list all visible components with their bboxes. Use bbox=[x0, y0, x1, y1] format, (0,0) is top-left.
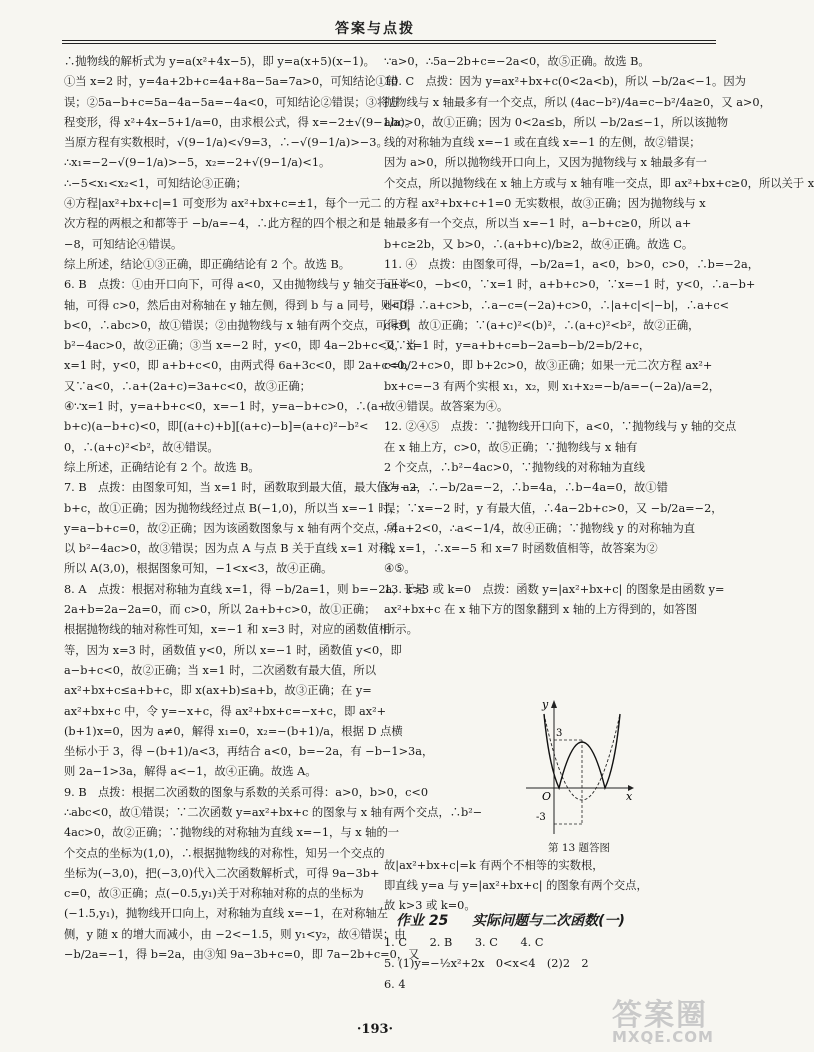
watermark-url: MXQE.COM bbox=[612, 1028, 714, 1046]
label-y: y bbox=[542, 698, 549, 711]
text-line: 2 个交点，∴b²−4ac>0，∵抛物线的对称轴为直线 bbox=[384, 460, 645, 474]
text-line: ∴抛物线的解析式为 y=a(x²+4x−5)，即 y=a(x+5)(x−1)。 bbox=[64, 55, 375, 68]
text-line: c=b/2+c>0，即 b+2c>0，故③正确；如果一元二次方程 ax²+ bbox=[384, 359, 713, 373]
text-line: 13. k>3 或 k=0 点拨：函数 y=|ax²+bx+c| 的图象是由函数 y= bbox=[384, 582, 725, 596]
text-line: ④⑤。 bbox=[384, 562, 416, 576]
page-number: ·193· bbox=[356, 1022, 394, 1037]
text-line: 误；②5a−b+c=5a−4a−5a=−4a<0，可知结论②错误；③将方 bbox=[64, 95, 400, 109]
watermark-text: 答案圈 bbox=[612, 998, 708, 1033]
label-3: 3 bbox=[556, 728, 563, 739]
header-rule bbox=[62, 40, 716, 44]
text-line: 又∵x=1 时，y=a+b+c=b−2a=b−b/2=b/2+c， bbox=[384, 339, 651, 353]
text-line: 线 x=1，∴x=−5 和 x=7 时函数值相等，故答案为② bbox=[384, 542, 658, 556]
section-heading bbox=[396, 910, 716, 930]
text-line: 0，∴(a+c)²<b²，故④错误。 bbox=[64, 440, 219, 454]
text-line: 又∵a<0，∴a+(2a+c)=3a+c<0，故③正确； bbox=[64, 379, 311, 393]
text-line: ax²+bx+c 中，令 y=−x+c，得 ax²+bx+c=−x+c，即 ax²+ bbox=[64, 704, 387, 718]
section-answers bbox=[384, 932, 718, 995]
text-line: ∴x₁=−2−√(9−1/a)>−5，x₂=−2+√(9−1/a)<1。 bbox=[64, 156, 331, 170]
label-x: x bbox=[626, 790, 633, 803]
section-title: 实际问题与二次函数(一) bbox=[472, 913, 625, 929]
text-line: ∴abc<0，故①错误；∵二次函数 y=ax²+bx+c 的图象与 x 轴有两个交点，∴b²− bbox=[64, 805, 483, 819]
text-line: b<0，∴abc>0，故①错误；②由抛物线与 x 轴有两个交点，可得到 bbox=[64, 318, 410, 332]
text-line: 所示。 bbox=[384, 623, 418, 637]
section-label: 作业 25 bbox=[396, 913, 449, 929]
figure-caption: 第 13 题答图 bbox=[548, 842, 611, 854]
post-figure-text bbox=[384, 856, 718, 916]
text-line: 11. ④ 点拨：由图象可得，−b/2a=1，a<0，b>0，c>0，∴b=−2a， bbox=[384, 257, 760, 271]
text-line: (b+1)x=0，因为 a≠0，解得 x₁=0，x₂=−(b+1)/a，根据 D 点横 bbox=[64, 724, 403, 738]
text-line: a−b+c<0，故②正确；当 x=1 时，二次函数有最大值，所以 bbox=[64, 663, 377, 677]
text-line: 9. B 点拨：根据二次函数的图象与系数的关系可得：a>0，b>0，c<0 bbox=[64, 785, 429, 799]
text-line: 4ac>0，故②正确；∵抛物线的对称轴为直线 x=−1，与 x 轴的一 bbox=[64, 826, 400, 840]
text-line: x=1 时，y<0，即 a+b+c<0，由两式得 6a+3c<0，即 2a+c<0， bbox=[64, 359, 416, 373]
text-line: ④∵x=1 时，y=a+b+c<0，x=−1 时，y=a−b+c>0，∴(a+ bbox=[64, 400, 388, 414]
right-column bbox=[384, 52, 814, 641]
text-line: 误；∵x=−2 时，y 有最大值，∴4a−2b+c>0，又 −b/2a=−2， bbox=[384, 501, 723, 515]
text-line: abc>0，故①正确；因为 0<2a≤b，所以 −b/2a≤−1，所以该抛物 bbox=[384, 115, 728, 129]
text-line: 轴最多有一个交点，所以当 x=−1 时，a−b+c≥0，所以 a+ bbox=[384, 217, 692, 231]
text-line: 坐标为(−3,0)，把(−3,0)代入二次函数解析式，可得 9a−3b+ bbox=[64, 866, 380, 880]
text-line: 故④错误。故答案为④。 bbox=[384, 400, 509, 414]
text-line: ④方程|ax²+bx+c|=1 可变形为 ax²+bx+c=±1，每个一元二 bbox=[64, 197, 382, 211]
text-line: 在 x 轴上方，c>0，故⑤正确；∵抛物线与 x 轴有 bbox=[384, 440, 638, 454]
text-line: x=−2，∴−b/2a=−2，∴b=4a，∴b−4a=0，故①错 bbox=[384, 481, 668, 495]
text-line: 线的对称轴为直线 x=−1 或在直线 x=−1 的左侧，故②错误； bbox=[384, 136, 701, 150]
text-line: ∴4a+2<0，∴a<−1/4，故④正确；∵抛物线 y 的对称轴为直 bbox=[384, 521, 696, 535]
label-neg3: -3 bbox=[536, 812, 546, 823]
text-line: 故 k>3 或 k=0。 bbox=[384, 899, 476, 912]
text-line: 抛物线与 x 轴最多有一个交点，所以 (4ac−b²)/4a=c−b²/4a≥0，又 a>0， bbox=[384, 95, 771, 109]
text-line: 即直线 y=a 与 y=|ax²+bx+c| 的图象有两个交点， bbox=[384, 879, 648, 892]
text-line: 则 2a−1>3a，解得 a<−1，故④正确。故选 A。 bbox=[64, 765, 317, 779]
text-line: bx+c=−3 有两个实根 x₁，x₂，则 x₁+x₂=−b/a=−(−2a)/a=2， bbox=[384, 379, 721, 393]
text-line: ①当 x=2 时，y=4a+2b+c=4a+8a−5a=7a>0，可知结论①错 bbox=[64, 75, 399, 89]
text-line: 以 b²−4ac>0，故③错误；因为点 A 与点 B 关于直线 x=1 对称， bbox=[64, 542, 402, 556]
text-line: 侧，y 随 x 的增大而减小，由 −2<−1.5，则 y₁<y₂，故④错误；由 bbox=[64, 927, 406, 941]
label-origin: O bbox=[542, 790, 552, 803]
text-line: 12. ②④⑤ 点拨：∵抛物线开口向下，a<0，∵抛物线与 y 轴的交点 bbox=[384, 420, 737, 434]
text-line: c<0，∴a+c>b，∴a−c=(−2a)+c>0，∴|a+c|<|−b|，∴a+c< bbox=[384, 298, 730, 312]
text-line: 的方程 ax²+bx+c+1=0 无实数根，故③正确；因为抛物线与 x bbox=[384, 197, 706, 211]
text-line: 2a+b=2a−2a=0，而 c>0，所以 2a+b+c>0，故①正确； bbox=[64, 603, 376, 617]
text-line: ax²+bx+c 在 x 轴下方的图象翻到 x 轴的上方得到的，如答图 bbox=[384, 603, 698, 617]
text-line: 次方程的两根之和都等于 −b/a=−4，∴此方程的四个根之和是 bbox=[64, 217, 381, 231]
text-line: 坐标小于 3，得 −(b+1)/a<3，再结合 a<0，b=−2a，有 −b−1>3a， bbox=[64, 745, 434, 759]
text-line: 程变形，得 x²+4x−5+1/a=0，由求根公式，得 x=−2±√(9−1/a)。 bbox=[64, 115, 417, 129]
text-line: ∴−5<x₁<x₂<1，可知结论③正确； bbox=[64, 176, 247, 190]
graph-figure bbox=[516, 696, 636, 836]
watermark bbox=[612, 990, 742, 1048]
text-line: b+c≥2b，又 b>0，∴(a+b+c)/b≥2，故④正确。故选 C。 bbox=[384, 237, 694, 251]
text-line: 所以 A(3,0)，根据图象可知，−1<x<3，故④正确。 bbox=[64, 562, 333, 576]
text-line: 故|ax²+bx+c|=k 有两个不相等的实数根， bbox=[384, 859, 604, 872]
text-line: ax²+bx+c≤a+b+c，即 x(ax+b)≤a+b，故③正确；在 y= bbox=[64, 684, 372, 698]
text-line: 8. A 点拨：根据对称轴为直线 x=1，得 −b/2a=1，则 b=−2a，于是 bbox=[64, 582, 427, 596]
text-line: c<0，故①正确；∵(a+c)²<(b)²，∴(a+c)²<b²，故②正确， bbox=[384, 318, 700, 332]
text-line: b+c，故①正确；因为抛物线经过点 B(−1,0)，所以当 x=−1 时， bbox=[64, 501, 401, 515]
text-line: ∵a>0，∴5a−2b+c=−2a<0，故⑤正确。故选 B。 bbox=[384, 55, 650, 68]
text-line: 根据抛物线的轴对称性可知，x=−1 和 x=3 时，对应的函数值相 bbox=[64, 623, 391, 637]
y-axis-arrow bbox=[551, 700, 557, 708]
text-line: −8，可知结论④错误。 bbox=[64, 237, 183, 251]
text-line: 综上所述，正确结论有 2 个。故选 B。 bbox=[64, 460, 260, 474]
answer-line: 5. (1)y=−½x²+2x 0<x<4 (2)2 2 bbox=[384, 957, 589, 970]
text-line: b²−4ac>0，故②正确；③当 x=−2 时，y<0，即 4a−2b+c<0，当 bbox=[64, 339, 417, 353]
text-line: −b/2a=−1，得 b=2a，由③知 9a−3b+c=0，即 7a−2b+c=0，又 bbox=[64, 948, 420, 962]
page-header: 答案与点拨 bbox=[335, 21, 415, 37]
text-line: 10. C 点拨：因为 y=ax²+bx+c(0<2a<b)，所以 −b/2a<−1。因为 bbox=[384, 75, 746, 89]
text-line: 7. B 点拨：由图象可知，当 x=1 时，函数取到最大值，最大值为 a+ bbox=[64, 481, 420, 495]
text-line: 综上所述，结论①③正确，即正确结论有 2 个。故选 B。 bbox=[64, 257, 351, 271]
text-line: 当原方程有实数根时，√(9−1/a)<√9=3，∴−√(9−1/a)>−3。 bbox=[64, 136, 388, 150]
text-line: b+c)(a−b+c)<0，即[(a+c)+b][(a+c)−b]=(a+c)²−b²< bbox=[64, 420, 369, 434]
text-line: c=0，故③正确；点(−0.5,y₁)关于对称轴对称的点的坐标为 bbox=[64, 887, 364, 901]
text-line: 个交点，所以抛物线在 x 轴上方或与 x 轴有唯一交点，即 ax²+bx+c≥0，所以关于 x bbox=[384, 176, 814, 190]
text-line: y=a−b+c=0，故②正确；因为该函数图象与 x 轴有两个交点，所 bbox=[64, 521, 398, 535]
text-line: 个交点的坐标为(1,0)，∴根据抛物线的对称性，知另一个交点的 bbox=[64, 846, 385, 860]
text-line: (−1.5,y₁)，抛物线开口向上，对称轴为直线 x=−1，在对称轴左 bbox=[64, 907, 389, 921]
text-line: 等，因为 x=3 时，函数值 y<0，所以 x=−1 时，函数值 y<0，即 bbox=[64, 643, 402, 657]
answer-line: 6. 4 bbox=[384, 978, 406, 991]
answer-line: 1. C 2. B 3. C 4. C bbox=[384, 936, 544, 949]
text-line: 轴，可得 c>0，然后由对称轴在 y 轴左侧，得到 b 与 a 同号，则可得 bbox=[64, 298, 415, 312]
text-line: a+c<0，−b<0，∵x=1 时，a+b+c>0，∵x=−1 时，y<0，∴a−b+ bbox=[384, 278, 756, 292]
text-line: 6. B 点拨：①由开口向下，可得 a<0，又由抛物线与 y 轴交于正半 bbox=[64, 278, 410, 292]
text-line: 因为 a>0，所以抛物线开口向上，又因为抛物线与 x 轴最多有一 bbox=[384, 156, 707, 170]
